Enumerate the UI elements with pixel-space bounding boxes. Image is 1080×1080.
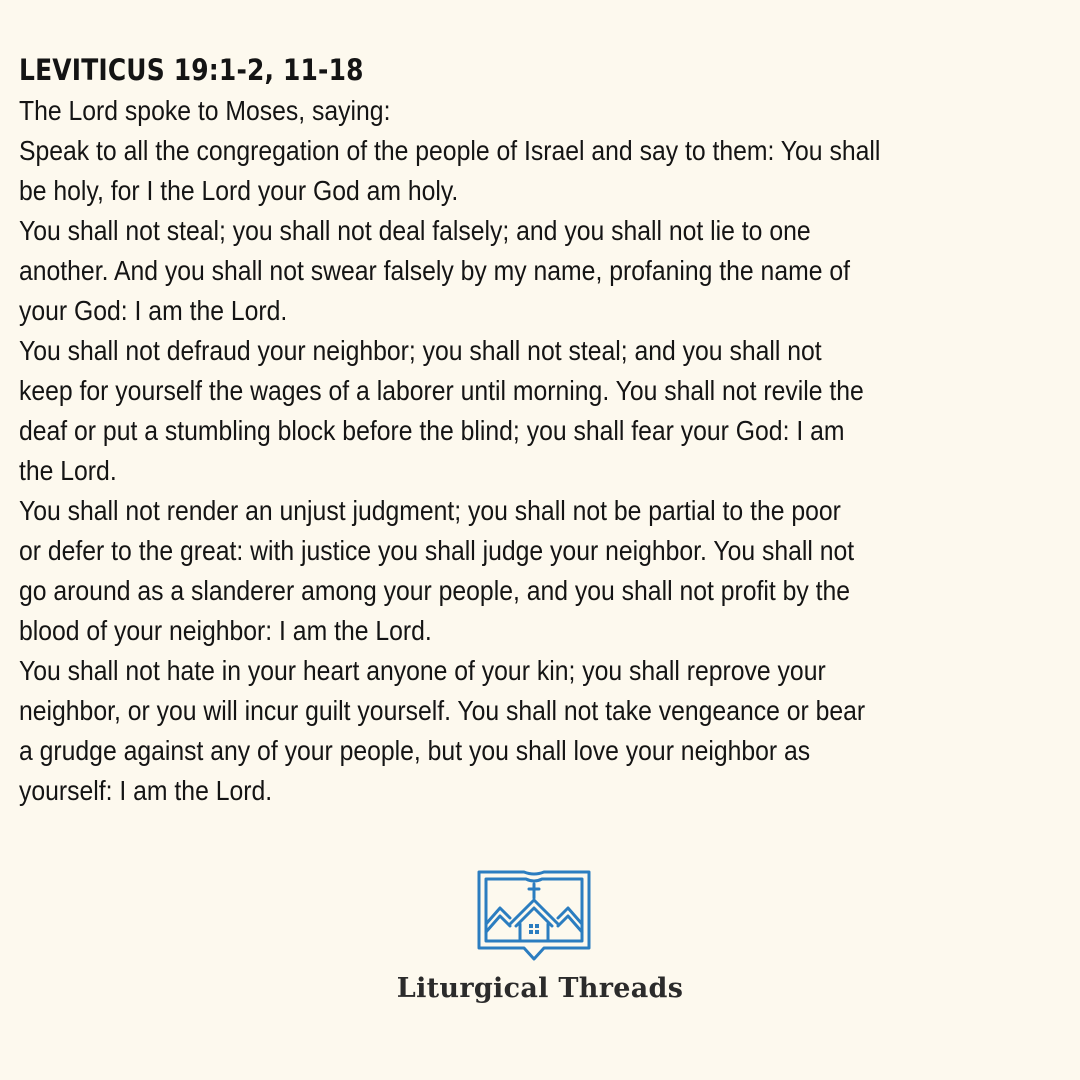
verse-line: blood of your neighbor: I am the Lord. — [19, 615, 432, 646]
verse-line: go around as a slanderer among your people, and you shall not profit by the — [19, 575, 851, 606]
verse-paragraph — [19, 91, 1069, 131]
reading-title: LEVITICUS 19:1-2, 11-18 — [19, 53, 364, 87]
verse-line: The Lord spoke to Moses, saying: — [19, 95, 391, 126]
verse-line: your God: I am the Lord. — [19, 295, 288, 326]
verse-line: keep for yourself the wages of a laborer until morning. You shall not revile the — [19, 375, 864, 406]
verse-line: yourself: I am the Lord. — [19, 775, 273, 806]
verse-paragraph — [19, 651, 1069, 811]
verse-line: another. And you shall not swear falsely by my name, profaning the name of — [19, 255, 850, 286]
verse-paragraph — [19, 491, 1069, 651]
verse-paragraph — [19, 331, 1069, 491]
verse-line: You shall not steal; you shall not deal falsely; and you shall not lie to one — [19, 215, 811, 246]
verse-line: or defer to the great: with justice you shall judge your neighbor. You shall not — [19, 535, 855, 566]
verse-paragraph — [19, 211, 1069, 331]
brand-footer — [0, 868, 1080, 1018]
verse-line: deaf or put a stumbling block before the blind; you shall fear your God: I am — [19, 415, 845, 446]
open-book-church-icon — [476, 868, 592, 966]
verse-line: You shall not render an unjust judgment; you shall not be partial to the poor — [19, 495, 841, 526]
brand-name: Liturgical Threads — [396, 973, 684, 1004]
scripture-reading — [19, 52, 1069, 811]
verse-line: the Lord. — [19, 455, 117, 486]
verse-line: You shall not hate in your heart anyone of your kin; you shall reprove your — [19, 655, 826, 686]
verse-line: a grudge against any of your people, but you shall love your neighbor as — [19, 735, 811, 766]
verse-line: Speak to all the congregation of the people of Israel and say to them: You shall — [19, 135, 881, 166]
verse-line: neighbor, or you will incur guilt yourself. You shall not take vengeance or bear — [19, 695, 866, 726]
verse-line: You shall not defraud your neighbor; you shall not steal; and you shall not — [19, 335, 822, 366]
verse-line: be holy, for I the Lord your God am holy. — [19, 175, 459, 206]
verse-paragraph — [19, 131, 1069, 211]
